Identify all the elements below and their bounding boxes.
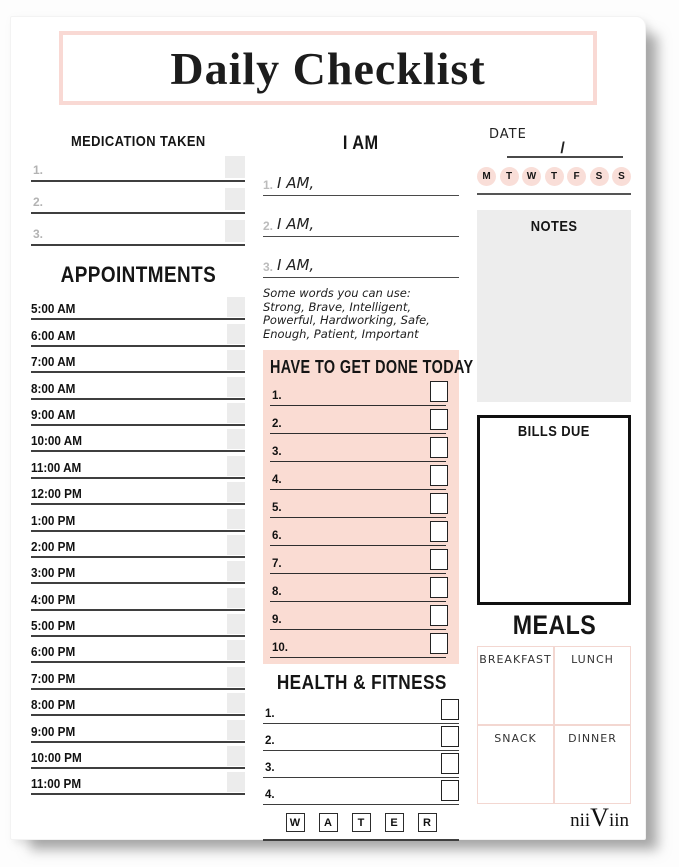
weekday-circle: S bbox=[590, 167, 609, 186]
appointment-row-square bbox=[227, 667, 245, 687]
todo-checkbox bbox=[430, 381, 448, 402]
bills-due-section bbox=[477, 415, 631, 605]
i-am-row bbox=[263, 237, 459, 278]
middle-column bbox=[263, 119, 474, 841]
todo-row bbox=[270, 490, 446, 518]
water-tracker bbox=[263, 813, 459, 832]
appointment-row bbox=[31, 373, 245, 399]
brand-text-cap: V bbox=[590, 803, 609, 832]
health-row-number: 3. bbox=[265, 762, 275, 774]
todo-row bbox=[270, 630, 446, 658]
appointment-time-label: 5:00 AM bbox=[31, 301, 76, 317]
appointment-row bbox=[31, 426, 245, 452]
health-section-title: HEALTH & FITNESS bbox=[276, 672, 447, 694]
appointment-row-square bbox=[227, 640, 245, 660]
water-letter-box: E bbox=[385, 813, 404, 832]
todo-row bbox=[270, 434, 446, 462]
todo-row bbox=[270, 462, 446, 490]
todo-checkbox bbox=[430, 465, 448, 486]
appointment-row bbox=[31, 479, 245, 505]
todo-row bbox=[270, 546, 446, 574]
brand-logo bbox=[570, 803, 629, 833]
todo-section bbox=[263, 350, 474, 664]
todo-checkbox bbox=[430, 521, 448, 542]
appointment-row bbox=[31, 558, 245, 584]
appointment-time-label: 6:00 PM bbox=[31, 644, 76, 660]
planner-page bbox=[10, 16, 646, 840]
health-list bbox=[263, 697, 459, 805]
todo-row-number: 6. bbox=[272, 530, 282, 542]
todo-section-title: HAVE TO GET DONE TODAY bbox=[270, 357, 474, 377]
appointment-row-square bbox=[227, 350, 245, 370]
appointment-row bbox=[31, 584, 245, 610]
appointment-time-label: 3:00 PM bbox=[31, 565, 76, 581]
weekday-selector bbox=[477, 167, 631, 186]
i-am-hint-text: Some words you can use: Strong, Brave, Intelligent, Powerful, Hardworking, Safe, Enough, Patient, Important bbox=[263, 286, 430, 341]
medication-list bbox=[31, 150, 245, 246]
columns bbox=[11, 105, 645, 841]
weekday-circle: W bbox=[522, 167, 541, 186]
health-checkbox bbox=[441, 699, 459, 720]
health-checkbox bbox=[441, 726, 459, 747]
appointment-row-square bbox=[227, 403, 245, 423]
i-am-row-prompt: I AM, bbox=[277, 174, 315, 192]
todo-row-number: 4. bbox=[272, 474, 282, 486]
appointment-row bbox=[31, 320, 245, 346]
health-checkbox bbox=[441, 753, 459, 774]
medication-row-square bbox=[225, 156, 245, 178]
weekday-circle: T bbox=[545, 167, 564, 186]
appointment-time-label: 5:00 PM bbox=[31, 618, 76, 634]
i-am-row-prompt: I AM, bbox=[277, 256, 315, 274]
appointment-row-square bbox=[227, 693, 245, 713]
appointment-row bbox=[31, 294, 245, 320]
meal-cell: DINNER bbox=[554, 725, 631, 804]
appointment-time-label: 11:00 AM bbox=[31, 459, 82, 475]
i-am-row-prompt: I AM, bbox=[277, 215, 315, 233]
medication-row bbox=[31, 182, 245, 214]
medication-section-title: MEDICATION TAKEN bbox=[70, 133, 206, 150]
weekday-circle: F bbox=[567, 167, 586, 186]
appointment-row bbox=[31, 690, 245, 716]
health-row bbox=[263, 751, 459, 778]
appointment-time-label: 9:00 PM bbox=[31, 723, 76, 739]
todo-row bbox=[270, 574, 446, 602]
page-title: Daily Checklist bbox=[170, 42, 486, 94]
todo-checkbox bbox=[430, 493, 448, 514]
health-row bbox=[263, 778, 459, 805]
meal-cell: LUNCH bbox=[554, 646, 631, 725]
appointment-time-label: 12:00 PM bbox=[31, 486, 82, 502]
todo-checkbox bbox=[430, 577, 448, 598]
appointment-row-square bbox=[227, 297, 245, 317]
medication-row bbox=[31, 150, 245, 182]
i-am-row-number: 1. bbox=[263, 178, 274, 192]
appointment-time-label: 1:00 PM bbox=[31, 512, 76, 528]
todo-row-number: 9. bbox=[272, 614, 282, 626]
appointment-row bbox=[31, 637, 245, 663]
medication-row-square bbox=[225, 220, 245, 242]
todo-row-number: 3. bbox=[272, 446, 282, 458]
weekday-circle: M bbox=[477, 167, 496, 186]
health-row bbox=[263, 724, 459, 751]
medication-row-square bbox=[225, 188, 245, 210]
appointment-row bbox=[31, 505, 245, 531]
todo-checkbox bbox=[430, 633, 448, 654]
i-am-section-title: I AM bbox=[343, 133, 379, 154]
appointment-time-label: 10:00 PM bbox=[31, 750, 82, 766]
bills-due-section-title: BILLS DUE bbox=[518, 423, 590, 440]
appointment-time-label: 6:00 AM bbox=[31, 327, 76, 343]
appointment-row-square bbox=[227, 377, 245, 397]
todo-checkbox bbox=[430, 605, 448, 626]
appointment-row bbox=[31, 743, 245, 769]
water-letter-box: R bbox=[418, 813, 437, 832]
date-fill-line bbox=[507, 140, 623, 158]
health-row-number: 2. bbox=[265, 735, 275, 747]
todo-checkbox bbox=[430, 437, 448, 458]
appointment-row bbox=[31, 400, 245, 426]
brand-text-pre: nii bbox=[570, 810, 591, 831]
appointment-time-label: 8:00 PM bbox=[31, 697, 76, 713]
meals-section-title: MEALS bbox=[512, 610, 596, 640]
todo-row-number: 8. bbox=[272, 586, 282, 598]
todo-row bbox=[270, 518, 446, 546]
water-letter-box: A bbox=[319, 813, 338, 832]
appointment-row-square bbox=[227, 509, 245, 529]
appointment-row-square bbox=[227, 588, 245, 608]
health-checkbox bbox=[441, 780, 459, 801]
appointments-list bbox=[31, 294, 245, 795]
appointment-time-label: 11:00 PM bbox=[31, 776, 82, 792]
appointment-row-square bbox=[227, 456, 245, 476]
todo-checkbox bbox=[430, 549, 448, 570]
i-am-row bbox=[263, 155, 459, 196]
appointment-time-label: 4:00 PM bbox=[31, 591, 76, 607]
appointment-row bbox=[31, 347, 245, 373]
todo-row-number: 2. bbox=[272, 418, 282, 430]
todo-row-number: 10. bbox=[272, 642, 288, 654]
date-separator: / bbox=[560, 140, 565, 157]
todo-row bbox=[270, 378, 446, 406]
water-letter-box: W bbox=[286, 813, 305, 832]
appointment-row-square bbox=[227, 720, 245, 740]
meals-grid bbox=[477, 646, 631, 804]
appointment-row bbox=[31, 452, 245, 478]
appointment-time-label: 10:00 AM bbox=[31, 433, 82, 449]
weekday-circle: T bbox=[500, 167, 519, 186]
medication-row bbox=[31, 214, 245, 246]
medication-row-number: 1. bbox=[33, 163, 44, 177]
todo-row-number: 1. bbox=[272, 390, 282, 402]
todo-row-number: 5. bbox=[272, 502, 282, 514]
brand-text-post: iin bbox=[608, 810, 629, 831]
todo-row bbox=[270, 406, 446, 434]
appointment-row-square bbox=[227, 746, 245, 766]
i-am-row bbox=[263, 196, 459, 237]
i-am-row-number: 3. bbox=[263, 260, 274, 274]
appointment-row bbox=[31, 716, 245, 742]
i-am-row-number: 2. bbox=[263, 219, 274, 233]
health-row-number: 1. bbox=[265, 708, 275, 720]
todo-list bbox=[270, 378, 450, 658]
todo-checkbox bbox=[430, 409, 448, 430]
appointment-time-label: 2:00 PM bbox=[31, 538, 76, 554]
left-column bbox=[31, 119, 245, 841]
notes-section bbox=[477, 210, 631, 402]
appointment-time-label: 7:00 AM bbox=[31, 354, 76, 370]
water-letter-box: T bbox=[352, 813, 371, 832]
appointment-row-square bbox=[227, 482, 245, 502]
appointment-row-square bbox=[227, 614, 245, 634]
appointment-time-label: 7:00 PM bbox=[31, 670, 76, 686]
appointment-row bbox=[31, 532, 245, 558]
water-underline bbox=[263, 839, 459, 841]
appointment-row-square bbox=[227, 772, 245, 792]
notes-section-title: NOTES bbox=[530, 218, 578, 235]
appointment-row-square bbox=[227, 561, 245, 581]
right-column bbox=[477, 119, 631, 841]
appointment-row bbox=[31, 769, 245, 795]
appointments-section-title: APPOINTMENTS bbox=[60, 262, 216, 287]
medication-row-number: 3. bbox=[33, 227, 44, 241]
appointment-time-label: 8:00 AM bbox=[31, 380, 76, 396]
weekday-underline bbox=[477, 193, 631, 195]
appointment-row-square bbox=[227, 429, 245, 449]
i-am-list bbox=[263, 155, 459, 278]
health-row-number: 4. bbox=[265, 789, 275, 801]
appointment-row bbox=[31, 663, 245, 689]
date-label: DATE bbox=[489, 127, 527, 142]
todo-row-number: 7. bbox=[272, 558, 282, 570]
weekday-circle: S bbox=[612, 167, 631, 186]
appointment-row-square bbox=[227, 535, 245, 555]
appointment-row bbox=[31, 611, 245, 637]
todo-row bbox=[270, 602, 446, 630]
medication-row-number: 2. bbox=[33, 195, 44, 209]
title-box bbox=[59, 31, 597, 105]
appointment-time-label: 9:00 AM bbox=[31, 406, 76, 422]
meal-cell: SNACK bbox=[477, 725, 554, 804]
appointment-row-square bbox=[227, 324, 245, 344]
meal-cell: BREAKFAST bbox=[477, 646, 554, 725]
health-row bbox=[263, 697, 459, 724]
